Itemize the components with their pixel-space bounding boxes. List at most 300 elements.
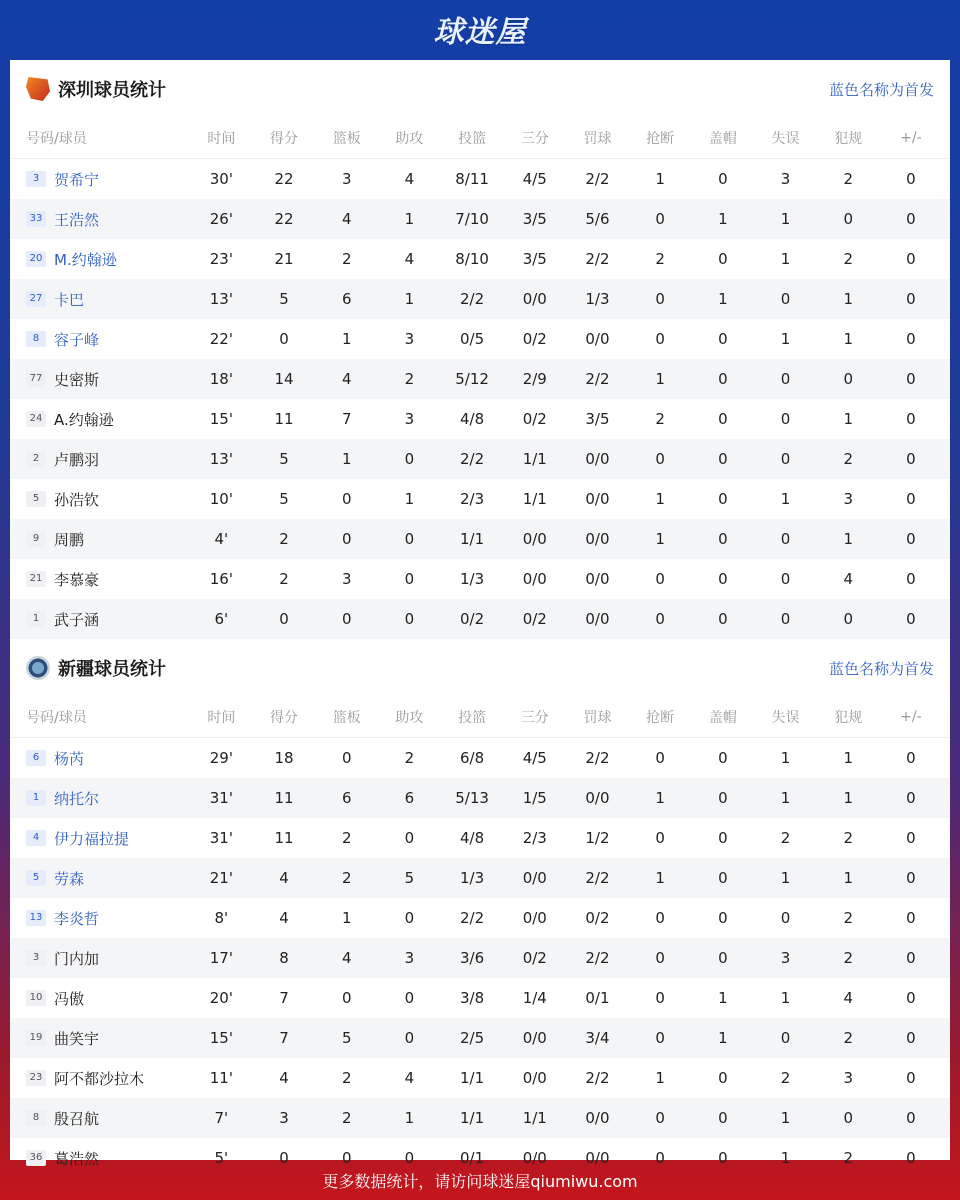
stat-cell: 2/2 bbox=[585, 1069, 610, 1087]
stat-cell: 0/0 bbox=[585, 490, 610, 508]
stat-cell: 1 bbox=[780, 1109, 791, 1127]
player-name-link[interactable]: 葛浩然 bbox=[54, 1149, 100, 1168]
player-row bbox=[10, 559, 950, 599]
stat-cell: 3/5 bbox=[585, 410, 610, 428]
stat-cell: 22 bbox=[274, 210, 294, 228]
player-name-link[interactable]: 王浩然 bbox=[54, 210, 100, 229]
stat-cell: 4/5 bbox=[522, 170, 547, 188]
stat-cell: 0/2 bbox=[522, 410, 547, 428]
player-name-link[interactable]: 杨芮 bbox=[54, 749, 85, 768]
stat-cell: 11 bbox=[274, 410, 294, 428]
stat-cell: 0/0 bbox=[585, 450, 610, 468]
stat-cell: 2 bbox=[655, 410, 665, 428]
player-cell bbox=[10, 209, 190, 230]
stat-cell: 0 bbox=[341, 530, 352, 548]
stat-cell: 0 bbox=[780, 610, 791, 628]
column-header: 罚球 bbox=[583, 710, 612, 726]
stat-cell: 0 bbox=[906, 250, 916, 268]
stat-cell: 22 bbox=[274, 170, 294, 188]
player-name-link[interactable]: 李炎哲 bbox=[54, 909, 100, 928]
stat-cell: 0 bbox=[718, 1109, 728, 1127]
stat-cell: 0 bbox=[404, 989, 415, 1007]
stat-cell: 1/1 bbox=[460, 1069, 485, 1087]
stat-cell: 0 bbox=[655, 909, 665, 927]
stat-cell: 0 bbox=[404, 530, 415, 548]
player-name-link[interactable]: 门内加 bbox=[54, 949, 100, 968]
stat-cell: 5 bbox=[279, 490, 289, 508]
stat-cell: 2 bbox=[843, 1149, 853, 1167]
stat-cell: 1 bbox=[655, 370, 665, 388]
player-row bbox=[10, 898, 950, 938]
stat-cell: 0 bbox=[655, 610, 665, 628]
stat-cell: 0 bbox=[906, 170, 916, 188]
stat-cell: 2 bbox=[655, 250, 665, 268]
stat-cell: 0/0 bbox=[522, 290, 547, 308]
top-bar bbox=[0, 0, 960, 58]
column-header: 失误 bbox=[771, 710, 800, 726]
stat-cell: 1 bbox=[780, 330, 791, 348]
stat-cell: 0 bbox=[718, 829, 728, 847]
stat-cell: 4 bbox=[341, 210, 352, 228]
stat-cell: 0 bbox=[906, 570, 916, 588]
player-name-link[interactable]: 容子峰 bbox=[54, 330, 100, 349]
stat-cell: 7/10 bbox=[455, 210, 489, 228]
stat-cell: 5 bbox=[341, 1029, 352, 1047]
player-row bbox=[10, 818, 950, 858]
stat-cell: 0 bbox=[906, 530, 916, 548]
player-row bbox=[10, 279, 950, 319]
stat-cell: 2/2 bbox=[585, 869, 610, 887]
stat-cell: 0 bbox=[906, 949, 916, 967]
stat-cell: 1/3 bbox=[460, 869, 485, 887]
stat-cell: 2 bbox=[843, 170, 853, 188]
jersey-number-badge: 1 bbox=[26, 611, 46, 627]
stat-cell: 2 bbox=[843, 909, 853, 927]
stat-cell: 2 bbox=[843, 949, 853, 967]
stat-cell: 10' bbox=[209, 490, 233, 508]
stat-cell: 0 bbox=[655, 1149, 665, 1167]
stat-cell: 0 bbox=[906, 1029, 916, 1047]
stat-cell: 3 bbox=[341, 170, 352, 188]
stat-cell: 0 bbox=[655, 749, 665, 767]
player-row bbox=[10, 199, 950, 239]
jersey-number-badge: 10 bbox=[26, 990, 46, 1006]
stat-cell: 11 bbox=[274, 789, 294, 807]
stat-cell: 13' bbox=[209, 290, 233, 308]
stat-cell: 1 bbox=[780, 869, 791, 887]
player-name-link[interactable]: 卢鹏羽 bbox=[54, 450, 100, 469]
stat-cell: 0 bbox=[906, 1109, 916, 1127]
jersey-number-badge: 8 bbox=[26, 1110, 46, 1126]
stat-cell: 1 bbox=[404, 1109, 415, 1127]
stat-cell: 0 bbox=[655, 1029, 665, 1047]
player-cell bbox=[10, 529, 190, 550]
stat-cell: 0 bbox=[341, 490, 352, 508]
stat-cell: 3/5 bbox=[522, 210, 547, 228]
stat-cell: 13' bbox=[209, 450, 233, 468]
team-section-1 bbox=[10, 639, 950, 1178]
stat-cell: 0 bbox=[718, 250, 728, 268]
stat-cell: 4 bbox=[404, 250, 415, 268]
stat-cell: 3 bbox=[404, 410, 415, 428]
stat-cell: 0 bbox=[906, 410, 916, 428]
player-row bbox=[10, 359, 950, 399]
stat-cell: 0 bbox=[780, 570, 791, 588]
stat-cell: 4 bbox=[279, 909, 289, 927]
player-name-link[interactable]: 史密斯 bbox=[54, 370, 100, 389]
stat-cell: 1/1 bbox=[522, 1109, 547, 1127]
player-cell bbox=[10, 948, 190, 969]
stat-cell: 16' bbox=[209, 570, 233, 588]
stats-panel bbox=[10, 60, 950, 1168]
stat-cell: 1 bbox=[843, 410, 853, 428]
jersey-number-badge: 19 bbox=[26, 1030, 46, 1046]
jersey-number-badge: 9 bbox=[26, 531, 46, 547]
stat-cell: 0 bbox=[655, 330, 665, 348]
stat-cell: 1 bbox=[404, 290, 415, 308]
stat-cell: 3/6 bbox=[460, 949, 485, 967]
stat-cell: 1/1 bbox=[522, 490, 547, 508]
stat-cell: 0 bbox=[718, 490, 728, 508]
player-name-link[interactable]: 卡巴 bbox=[54, 290, 85, 309]
player-name-link[interactable]: 殷召航 bbox=[54, 1109, 100, 1128]
stat-cell: 1 bbox=[780, 749, 791, 767]
stat-cell: 5 bbox=[279, 450, 289, 468]
column-header: 篮板 bbox=[332, 131, 361, 147]
section-header bbox=[10, 60, 950, 118]
player-name-link[interactable]: 冯傲 bbox=[54, 989, 85, 1008]
jersey-number-badge: 21 bbox=[26, 571, 46, 587]
stat-cell: 0 bbox=[404, 610, 415, 628]
stat-cell: 3 bbox=[780, 949, 791, 967]
stat-cell: 5 bbox=[404, 869, 415, 887]
stat-cell: 0 bbox=[404, 1149, 415, 1167]
stat-cell: 5/13 bbox=[455, 789, 489, 807]
stat-cell: 1 bbox=[341, 909, 352, 927]
stat-cell: 0 bbox=[404, 909, 415, 927]
player-cell bbox=[10, 329, 190, 350]
stat-cell: 0/0 bbox=[522, 530, 547, 548]
player-cell bbox=[10, 1068, 190, 1089]
stat-cell: 0 bbox=[718, 610, 728, 628]
section-header bbox=[10, 639, 950, 697]
player-row bbox=[10, 399, 950, 439]
stat-cell: 3 bbox=[404, 330, 415, 348]
stat-cell: 0/0 bbox=[585, 570, 610, 588]
stat-cell: 0 bbox=[404, 1029, 415, 1047]
stat-cell: 0 bbox=[655, 989, 665, 1007]
stat-cell: 2 bbox=[780, 829, 791, 847]
stat-cell: 7' bbox=[214, 1109, 229, 1127]
stat-cell: 0 bbox=[718, 749, 728, 767]
stat-cell: 6 bbox=[404, 789, 415, 807]
column-header: 盖帽 bbox=[708, 710, 737, 726]
player-row bbox=[10, 479, 950, 519]
stat-cell: 0/0 bbox=[522, 909, 547, 927]
stat-cell: 3/8 bbox=[460, 989, 485, 1007]
stat-cell: 2 bbox=[780, 1069, 791, 1087]
stat-cell: 0/1 bbox=[585, 989, 610, 1007]
stat-cell: 2/2 bbox=[460, 290, 485, 308]
stat-cell: 0 bbox=[341, 610, 352, 628]
stat-cell: 2/3 bbox=[460, 490, 485, 508]
stat-cell: 1/1 bbox=[460, 1109, 485, 1127]
stat-cell: 2 bbox=[341, 829, 352, 847]
stat-cell: 0 bbox=[718, 170, 728, 188]
stat-cell: 3 bbox=[843, 1069, 853, 1087]
brand-logo: 球迷屋 bbox=[433, 15, 527, 50]
stat-cell: 15' bbox=[209, 1029, 233, 1047]
stat-cell: 0 bbox=[404, 570, 415, 588]
column-header: 三分 bbox=[520, 710, 549, 726]
stat-cell: 1/3 bbox=[460, 570, 485, 588]
stat-cell: 0 bbox=[718, 530, 728, 548]
section-title-text: 深圳球员统计 bbox=[58, 80, 166, 101]
jersey-number-badge: 2 bbox=[26, 451, 46, 467]
stat-cell: 0 bbox=[780, 450, 791, 468]
player-row bbox=[10, 159, 950, 199]
stat-cell: 0 bbox=[655, 570, 665, 588]
column-header: 犯规 bbox=[834, 710, 863, 726]
stat-cell: 6 bbox=[341, 789, 352, 807]
stat-cell: 6 bbox=[341, 290, 352, 308]
player-cell bbox=[10, 169, 190, 190]
stat-cell: 1/2 bbox=[585, 829, 610, 847]
player-name-link[interactable]: 伊力福拉提 bbox=[54, 829, 130, 848]
stat-cell: 3/4 bbox=[585, 1029, 610, 1047]
player-name-link[interactable]: 阿不都沙拉木 bbox=[54, 1069, 145, 1088]
stat-cell: 0 bbox=[780, 1029, 791, 1047]
stat-cell: 0/0 bbox=[585, 789, 610, 807]
player-row bbox=[10, 778, 950, 818]
stat-cell: 0 bbox=[906, 450, 916, 468]
stat-cell: 0 bbox=[906, 1149, 916, 1167]
stat-cell: 1 bbox=[655, 530, 665, 548]
stat-cell: 1 bbox=[780, 210, 791, 228]
stat-cell: 6' bbox=[214, 610, 229, 628]
stat-cell: 0/0 bbox=[585, 610, 610, 628]
stat-cell: 5 bbox=[279, 290, 289, 308]
stat-cell: 2 bbox=[279, 530, 289, 548]
footer-bar[interactable] bbox=[0, 1160, 960, 1200]
stat-cell: 0 bbox=[718, 789, 728, 807]
stat-cell: 4 bbox=[279, 869, 289, 887]
team-logo-icon bbox=[26, 77, 50, 101]
footer-text[interactable]: 更多数据统计，请访问球迷屋qiumiwu.com bbox=[322, 1171, 638, 1191]
stat-cell: 0 bbox=[341, 749, 352, 767]
jersey-number-badge: 20 bbox=[26, 251, 46, 267]
column-header: 篮板 bbox=[332, 710, 361, 726]
column-header: 投篮 bbox=[458, 710, 487, 726]
stat-cell: 8/10 bbox=[455, 250, 489, 268]
stat-cell: 2/5 bbox=[460, 1029, 485, 1047]
stat-cell: 3 bbox=[404, 949, 415, 967]
table-header bbox=[10, 697, 950, 738]
jersey-number-badge: 4 bbox=[26, 830, 46, 846]
stat-cell: 2 bbox=[341, 869, 352, 887]
stat-cell: 2 bbox=[341, 1069, 352, 1087]
stat-cell: 21' bbox=[209, 869, 233, 887]
stat-cell: 0/0 bbox=[522, 1069, 547, 1087]
stat-cell: 8/11 bbox=[455, 170, 489, 188]
sections-container bbox=[10, 60, 950, 1178]
stat-cell: 2 bbox=[843, 450, 853, 468]
stat-cell: 2/2 bbox=[585, 749, 610, 767]
player-name-link[interactable]: M.约翰逊 bbox=[54, 250, 117, 269]
stat-cell: 0/2 bbox=[460, 610, 485, 628]
player-cell bbox=[10, 249, 190, 270]
stat-cell: 1 bbox=[718, 989, 728, 1007]
section-title bbox=[26, 655, 166, 681]
stat-cell: 3 bbox=[341, 570, 352, 588]
stat-cell: 4' bbox=[214, 530, 229, 548]
stat-cell: 0 bbox=[341, 989, 352, 1007]
player-name-link[interactable]: 孙浩钦 bbox=[54, 490, 100, 509]
stat-cell: 0/0 bbox=[585, 530, 610, 548]
stat-cell: 0/0 bbox=[585, 330, 610, 348]
stat-cell: 1 bbox=[843, 789, 853, 807]
stat-cell: 3 bbox=[780, 170, 791, 188]
player-cell bbox=[10, 1108, 190, 1129]
stat-cell: 26' bbox=[209, 210, 233, 228]
player-row bbox=[10, 319, 950, 359]
stat-cell: 0/0 bbox=[522, 1149, 547, 1167]
column-header: +/- bbox=[900, 709, 922, 725]
stat-cell: 1/1 bbox=[460, 530, 485, 548]
jersey-number-badge: 13 bbox=[26, 910, 46, 926]
player-cell bbox=[10, 289, 190, 310]
column-header: 罚球 bbox=[583, 131, 612, 147]
stat-cell: 8' bbox=[214, 909, 229, 927]
stat-cell: 2/9 bbox=[522, 370, 547, 388]
player-cell bbox=[10, 449, 190, 470]
player-cell bbox=[10, 988, 190, 1009]
stat-cell: 11 bbox=[274, 829, 294, 847]
player-cell bbox=[10, 609, 190, 630]
stat-cell: 0 bbox=[843, 1109, 853, 1127]
stat-cell: 0 bbox=[780, 530, 791, 548]
stat-cell: 0 bbox=[718, 1069, 728, 1087]
player-row bbox=[10, 1058, 950, 1098]
section-title bbox=[26, 76, 166, 102]
stat-cell: 1 bbox=[780, 250, 791, 268]
stat-cell: 7 bbox=[279, 989, 289, 1007]
column-header: 助攻 bbox=[395, 710, 424, 726]
player-row bbox=[10, 1098, 950, 1138]
stat-cell: 0 bbox=[341, 1149, 352, 1167]
stat-cell: 0/2 bbox=[585, 909, 610, 927]
stat-cell: 0 bbox=[906, 210, 916, 228]
stat-cell: 4 bbox=[843, 570, 853, 588]
stat-cell: 6/8 bbox=[460, 749, 485, 767]
player-cell bbox=[10, 908, 190, 929]
stat-cell: 0 bbox=[906, 789, 916, 807]
player-row bbox=[10, 938, 950, 978]
player-name-link[interactable]: 李慕豪 bbox=[54, 570, 100, 589]
jersey-number-badge: 8 bbox=[26, 331, 46, 347]
stat-cell: 2/2 bbox=[585, 170, 610, 188]
column-header: 抢断 bbox=[646, 131, 675, 147]
player-cell bbox=[10, 369, 190, 390]
player-cell bbox=[10, 828, 190, 849]
jersey-number-badge: 6 bbox=[26, 750, 46, 766]
stat-cell: 1/3 bbox=[585, 290, 610, 308]
player-cell bbox=[10, 1028, 190, 1049]
stat-cell: 1 bbox=[404, 210, 415, 228]
stat-cell: 11' bbox=[209, 1069, 233, 1087]
player-row bbox=[10, 738, 950, 778]
stat-cell: 4 bbox=[843, 989, 853, 1007]
stat-cell: 3 bbox=[279, 1109, 289, 1127]
player-name-link[interactable]: 周鹏 bbox=[54, 530, 85, 549]
stat-cell: 0/2 bbox=[522, 949, 547, 967]
stat-cell: 1 bbox=[718, 290, 728, 308]
stat-cell: 4/5 bbox=[522, 749, 547, 767]
stat-cell: 5/6 bbox=[585, 210, 610, 228]
stat-cell: 1 bbox=[843, 749, 853, 767]
player-row bbox=[10, 858, 950, 898]
stat-cell: 1 bbox=[404, 490, 415, 508]
stat-cell: 20' bbox=[209, 989, 233, 1007]
player-name-link[interactable]: A.约翰逊 bbox=[54, 410, 114, 429]
column-header: 号码/球员 bbox=[26, 710, 87, 726]
player-name-link[interactable]: 贺希宁 bbox=[54, 170, 100, 189]
stat-cell: 1 bbox=[780, 490, 791, 508]
stat-cell: 0 bbox=[718, 410, 728, 428]
stat-cell: 4/8 bbox=[460, 829, 485, 847]
stat-cell: 5' bbox=[214, 1149, 229, 1167]
player-name-link[interactable]: 纳托尔 bbox=[54, 789, 100, 808]
jersey-number-badge: 5 bbox=[26, 870, 46, 886]
jersey-number-badge: 77 bbox=[26, 371, 46, 387]
stat-cell: 1 bbox=[655, 1069, 665, 1087]
stat-cell: 1 bbox=[780, 789, 791, 807]
stat-cell: 4 bbox=[279, 1069, 289, 1087]
player-row bbox=[10, 1018, 950, 1058]
stat-cell: 0 bbox=[655, 450, 665, 468]
jersey-number-badge: 1 bbox=[26, 790, 46, 806]
stat-cell: 0 bbox=[655, 1109, 665, 1127]
starter-note: 蓝色名称为首发 bbox=[828, 80, 934, 99]
column-header: 助攻 bbox=[395, 131, 424, 147]
stat-cell: 0 bbox=[404, 450, 415, 468]
stat-cell: 15' bbox=[209, 410, 233, 428]
stat-cell: 21 bbox=[274, 250, 294, 268]
stat-cell: 2/2 bbox=[585, 370, 610, 388]
player-name-link[interactable]: 劳森 bbox=[54, 869, 85, 888]
stat-cell: 0/0 bbox=[585, 1149, 610, 1167]
player-name-link[interactable]: 武子涵 bbox=[54, 610, 100, 629]
stat-cell: 2/3 bbox=[522, 829, 547, 847]
stat-cell: 0 bbox=[780, 370, 791, 388]
column-header: +/- bbox=[900, 130, 922, 146]
team-logo-icon bbox=[26, 656, 50, 680]
stat-cell: 1 bbox=[341, 450, 352, 468]
stat-cell: 1 bbox=[655, 170, 665, 188]
player-cell bbox=[10, 409, 190, 430]
stat-cell: 0 bbox=[655, 949, 665, 967]
starter-note: 蓝色名称为首发 bbox=[828, 659, 934, 678]
player-name-link[interactable]: 曲笑宇 bbox=[54, 1029, 100, 1048]
stat-cell: 0 bbox=[655, 290, 665, 308]
stat-cell: 0/0 bbox=[585, 1109, 610, 1127]
stat-cell: 8 bbox=[279, 949, 289, 967]
column-header: 时间 bbox=[207, 131, 236, 147]
stat-cell: 2/2 bbox=[460, 909, 485, 927]
stat-cell: 4/8 bbox=[460, 410, 485, 428]
jersey-number-badge: 3 bbox=[26, 950, 46, 966]
stat-cell: 0 bbox=[906, 330, 916, 348]
